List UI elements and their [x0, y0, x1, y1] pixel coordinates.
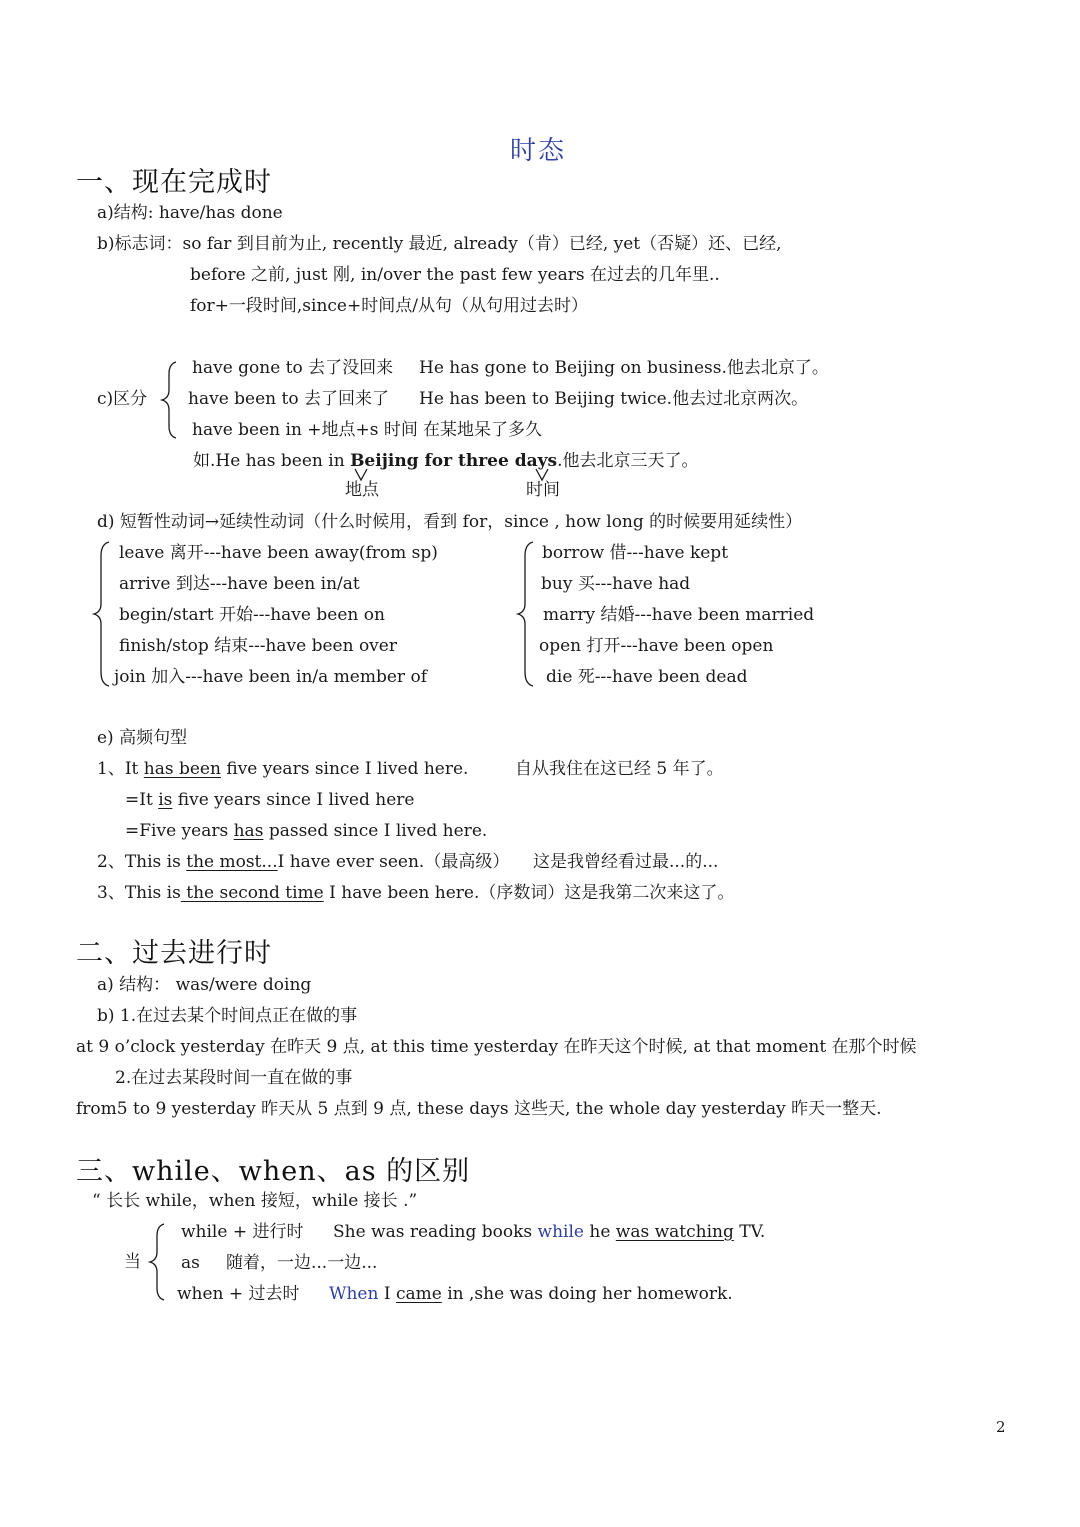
d-left-item-4: finish/stop 结束---have been over	[119, 636, 397, 656]
section-3-heading: 三、while、when、as 的区别	[76, 1156, 471, 1187]
e-heading: e) 高频句型	[97, 728, 188, 748]
s1-signal-words-line3: for+一段时间,since+时间点/从句（从句用过去时）	[190, 296, 588, 316]
c-label: c)区分	[97, 389, 148, 409]
d-right-item-4: open 打开---have been open	[539, 636, 774, 656]
c-row-2-term: have been to 去了回来了	[188, 389, 389, 409]
d-right-brace-icon	[516, 540, 536, 688]
s2-usage-1-examples: at 9 o’clock yesterday 在昨天 9 点, at this time yesterday 在昨天这个时候, at that moment 在那个时候	[76, 1037, 917, 1057]
s2-structure: a) 结构： was/were doing	[97, 975, 312, 995]
d-heading: d) 短暂性动词→延续性动词（什么时候用，看到 for，since , how long 的时候要用延续性）	[97, 512, 803, 532]
e-pattern-1: 1、It has been five years since I lived here.	[97, 759, 469, 779]
d-right-item-1: borrow 借---have kept	[542, 543, 729, 563]
s3-brace-icon	[148, 1222, 168, 1302]
d-left-brace-icon	[92, 540, 112, 688]
d-left-item-1: leave 离开---have been away(from sp)	[119, 543, 438, 563]
s3-row-2-desc: 随着，一边...一边...	[226, 1253, 378, 1273]
s1-structure: a)结构: have/has done	[97, 203, 283, 223]
s3-dang-label: 当	[124, 1252, 141, 1272]
d-left-item-2: arrive 到达---have been in/at	[119, 574, 360, 594]
d-right-item-5: die 死---have been dead	[546, 667, 748, 687]
e-pattern-3: 3、This is the second time I have been here.（序数词）这是我第二次来这了。	[97, 883, 735, 903]
s2-usage-1: b) 1.在过去某个时间点正在做的事	[97, 1006, 358, 1026]
d-right-item-2: buy 买---have had	[541, 574, 691, 594]
s1-signal-words-line2: before 之前, just 刚, in/over the past few years 在过去的几年里..	[190, 265, 720, 285]
s3-mnemonic: “ 长长 while，when 接短，while 接长 .”	[92, 1191, 418, 1211]
section-2-heading: 二、过去进行时	[76, 938, 272, 969]
e-pattern-2: 2、This is the most...I have ever seen.（最高级）	[97, 852, 510, 872]
s3-row-3-example: When I came in ,she was doing her homework.	[329, 1284, 733, 1304]
c-example-sentence: 如.He has been in Beijing for three days.他去北京三天了。	[193, 451, 699, 471]
s2-usage-2: 2.在过去某段时间一直在做的事	[115, 1068, 353, 1088]
s3-row-2-term: as	[181, 1253, 200, 1273]
page-number: 2	[996, 1418, 1006, 1436]
d-left-item-3: begin/start 开始---have been on	[119, 605, 385, 625]
c-brace-icon	[160, 360, 180, 440]
section-1-heading: 一、现在完成时	[76, 167, 272, 198]
page-title: 时态	[510, 136, 567, 166]
e-pattern-1c: =Five years has passed since I lived here.	[125, 821, 488, 841]
s1-signal-words-line1: b)标志词：so far 到目前为止, recently 最近, already（肯）已经, yet（否疑）还、已经,	[97, 234, 782, 254]
e-pattern-2-translation: 这是我曾经看过最...的...	[533, 852, 719, 872]
c-example-place: Beijing	[350, 451, 419, 471]
e-pattern-1-translation: 自从我住在这已经 5 年了。	[515, 759, 724, 779]
d-left-item-5: join 加入---have been in/a member of	[114, 667, 427, 687]
c-row-3-term: have been in +地点+s 时间	[192, 420, 418, 440]
c-row-2-example: He has been to Beijing twice.他去过北京两次。	[419, 389, 809, 409]
c-place-label: 地点	[345, 480, 379, 500]
c-row-3-example: 在某地呆了多久	[423, 420, 542, 440]
e-pattern-1b: =It is five years since I lived here	[125, 790, 415, 810]
d-right-item-3: marry 结婚---have been married	[543, 605, 815, 625]
s2-usage-2-examples: from5 to 9 yesterday 昨天从 5 点到 9 点, these days 这些天, the whole day yesterday 昨天一整天.	[76, 1099, 882, 1119]
c-example-time: for three days	[418, 451, 558, 471]
c-time-label: 时间	[526, 480, 560, 500]
c-row-1-example: He has gone to Beijing on business.他去北京了。	[419, 358, 829, 378]
s3-row-1-example: She was reading books while he was watching TV.	[333, 1222, 766, 1242]
s3-row-1-term: while + 进行时	[181, 1222, 304, 1242]
s3-row-3-term: when + 过去时	[177, 1284, 300, 1304]
c-row-1-term: have gone to 去了没回来	[192, 358, 394, 378]
